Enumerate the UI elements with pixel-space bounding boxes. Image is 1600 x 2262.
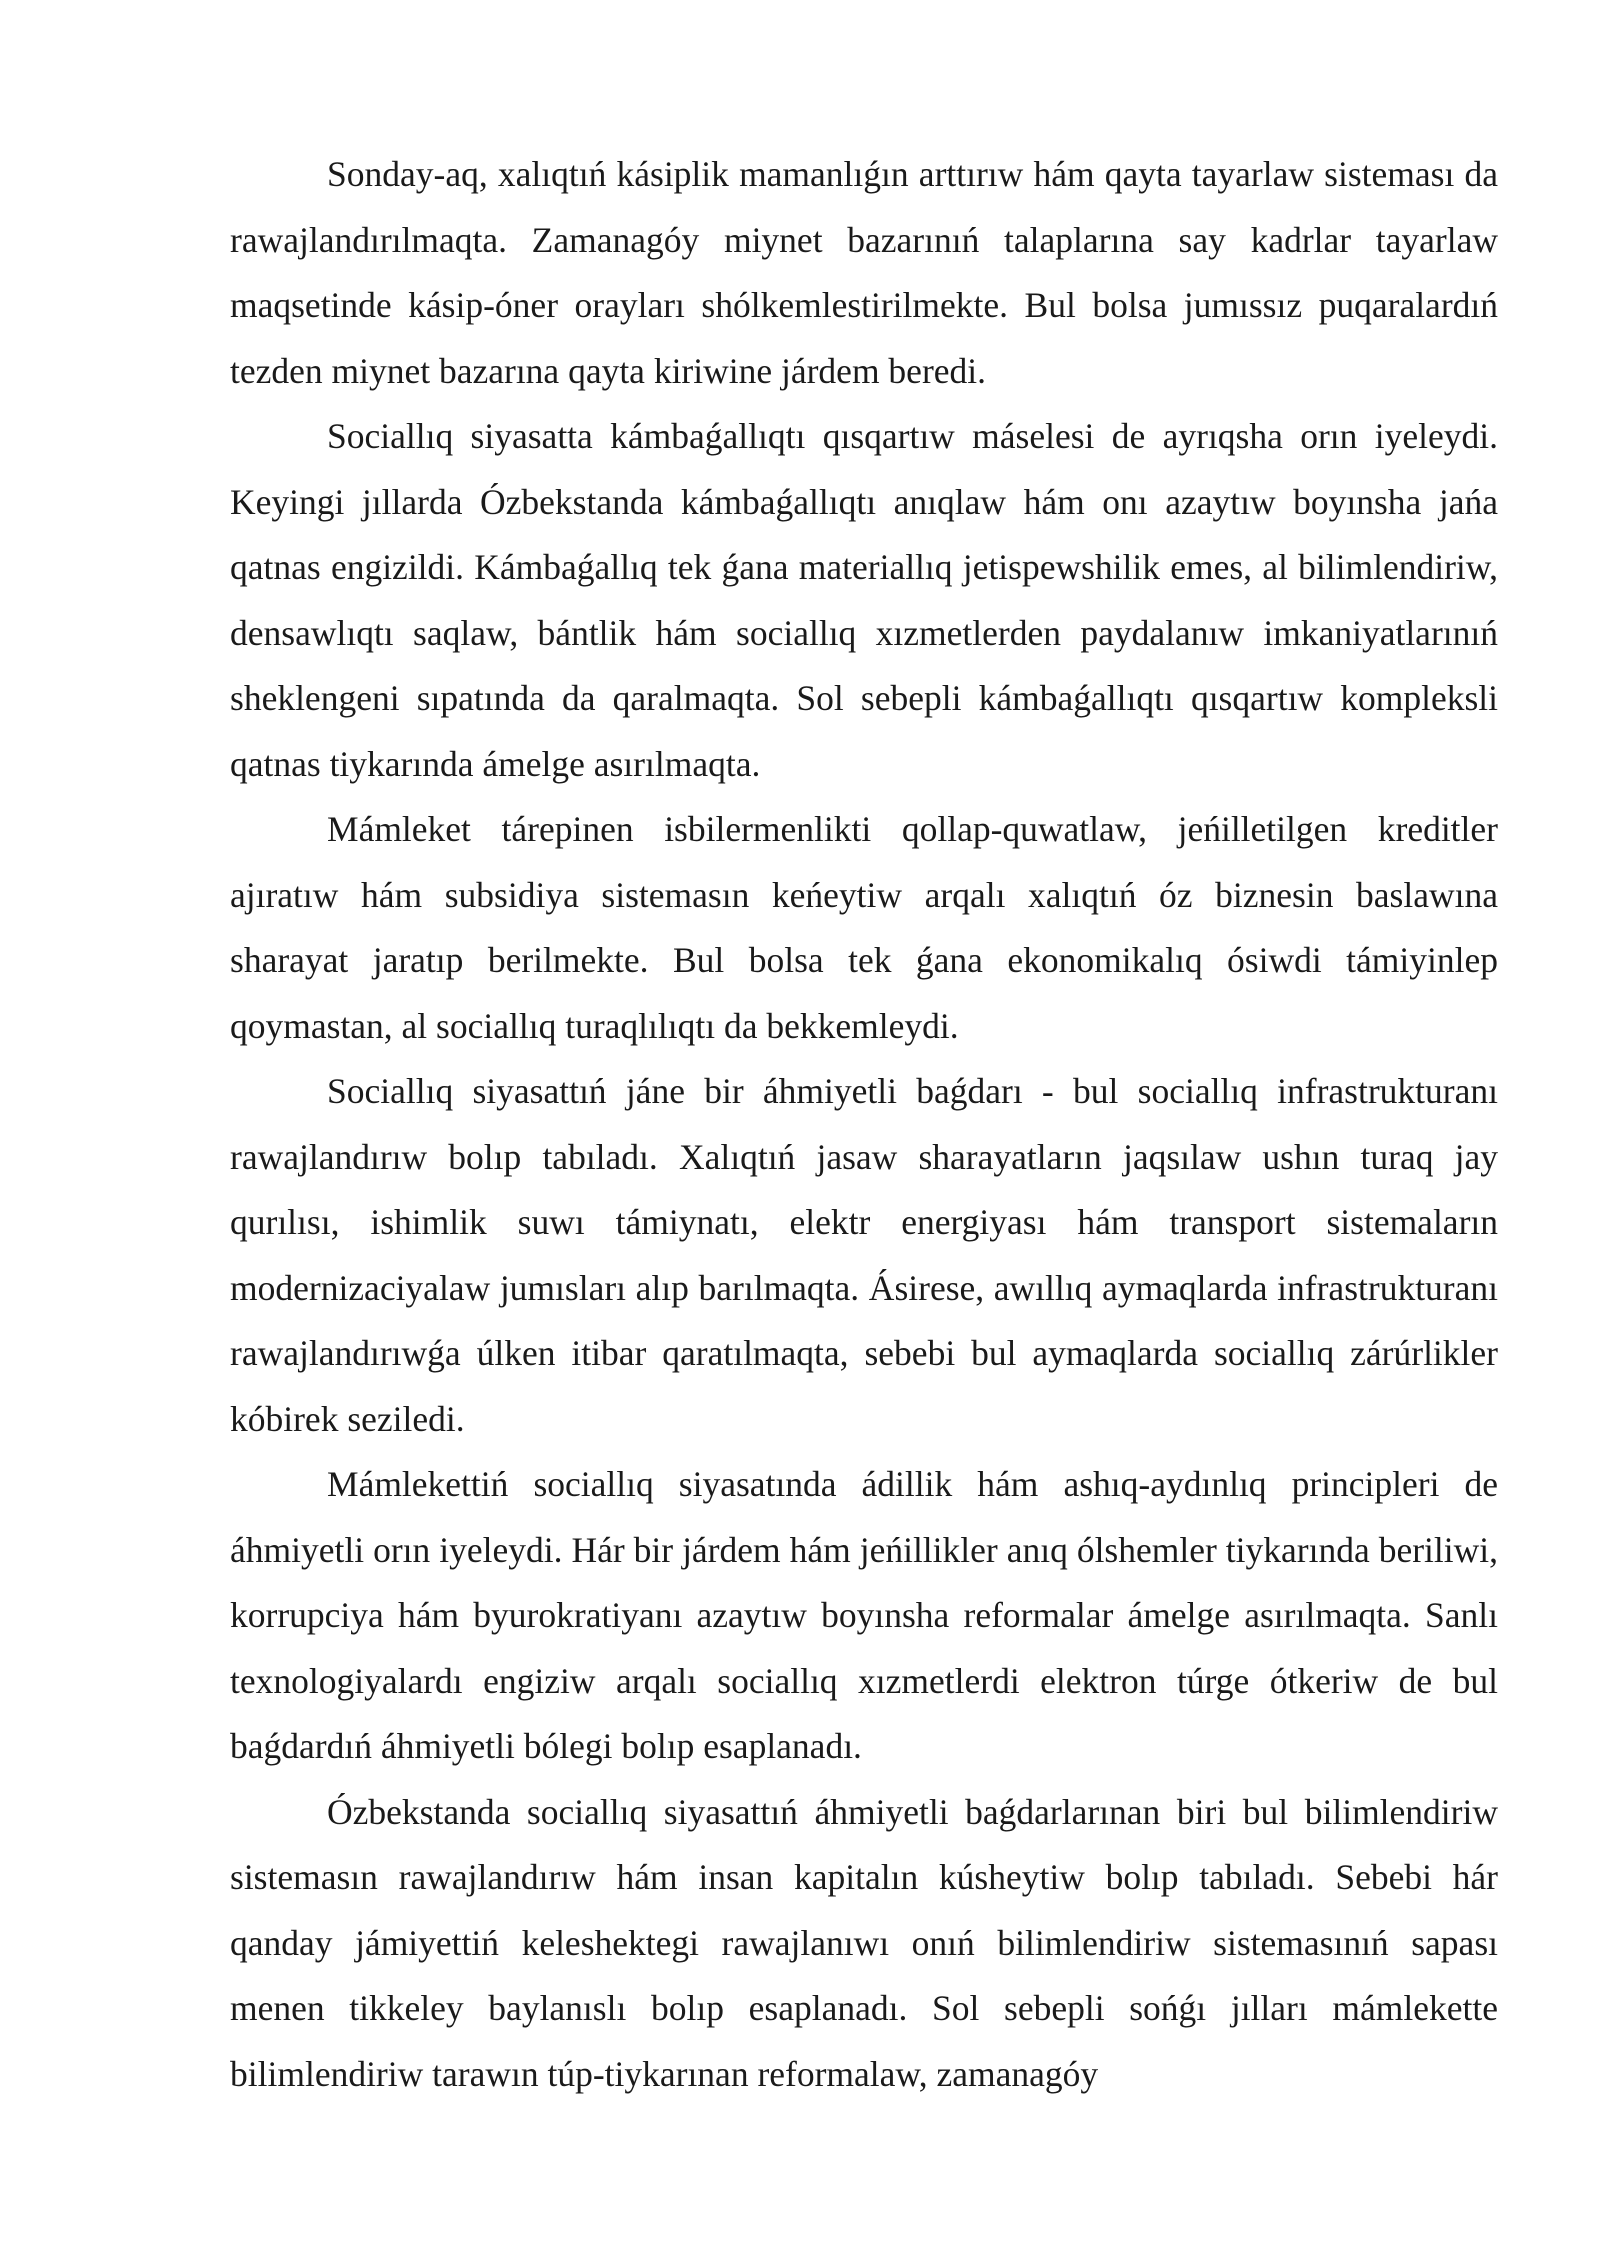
- paragraph-vocational-training: Sonday-aq, xalıqtıń kásiplik mamanlıǵın arttırıw hám qayta tayarlaw sisteması da rawajlandırılmaqta. Zamanagóy miynet bazarınıń talaplarına say kadrlar tayarlaw maqsetinde kásip-óner orayları shólkemlestirilmekte. Bul bolsa jumıssız puqaralardıń tezden miynet bazarına qayta kiriwine járdem beredi.: [230, 154, 1498, 391]
- paragraph-fairness-transparency: Mámlekettiń sociallıq siyasatında ádillik hám ashıq-aydınlıq principleri de áhmiyetli orın iyeleydi. Hár bir járdem hám jeńillikler anıq ólshemler tiykarında beriliwi, korrupciya hám byurokratiyanı azaytıw boyınsha reformalar ámelge asırılmaqta. Sanlı texnologiyalardı engiziw arqalı sociallıq xızmetlerdi elektron túrge ótkeriw de bul baǵdardıń áhmiyetli bólegi bolıp esaplanadı.: [230, 1464, 1498, 1766]
- document-page: [230, 142, 1498, 2107]
- paragraph-education-system: Ózbekstanda sociallıq siyasattıń áhmiyetli baǵdarlarınan biri bul bilimlendiriw sistemasın rawajlandırıw hám insan kapitalın kúsheytiw bolıp tabıladı. Sebebi hár qanday jámiyettiń keleshektegi rawajlanıwı onıń bilimlendiriw sistemasınıń sapası menen tikkeley baylanıslı bolıp esaplanadı. Sol sebepli sońǵı jılları mámlekette bilimlendiriw tarawın túp-tiykarınan reformalaw, zamanagóy: [230, 1791, 1498, 2094]
- paragraph-poverty-reduction: Sociallıq siyasatta kámbaǵallıqtı qısqartıw máselesi de ayrıqsha orın iyeleydi. Keyingi jıllarda Ózbekstanda kámbaǵallıqtı anıqlaw hám onı azaytıw boyınsha jańa qatnas engizildi. Kámbaǵallıq tek ǵana materiallıq jetispewshilik emes, al bilimlendiriw, densawlıqtı saqlaw, bántlik hám sociallıq xızmetlerden paydalanıw imkaniyatlarınıń sheklengeni sıpatında da qaralmaqta. Sol sebepli kámbaǵallıqtı qısqartıw kompleksli qatnas tiykarında ámelge asırılmaqta.: [230, 416, 1498, 784]
- paragraph-entrepreneurship-support: Mámleket tárepinen isbilermenlikti qollap-quwatlaw, jeńilletilgen kreditler ajıratıw hám subsidiya sistemasın keńeytiw arqalı xalıqtıń óz biznesin baslawına sharayat jaratıp berilmekte. Bul bolsa tek ǵana ekonomikalıq ósiwdi támiyinlep qoymastan, al sociallıq turaqlılıqtı da bekkemleydi.: [230, 809, 1498, 1046]
- paragraph-social-infrastructure: Sociallıq siyasattıń jáne bir áhmiyetli baǵdarı - bul sociallıq infrastrukturanı rawajlandırıw bolıp tabıladı. Xalıqtıń jasaw sharayatların jaqsılaw ushın turaq jay qurılısı, ishimlik suwı támiynatı, elektr energiyası hám transport sistemaların modernizaciyalaw jumısları alıp barılmaqta. Ásirese, awıllıq aymaqlarda infrastrukturanı rawajlandırıwǵa úlken itibar qaratılmaqta, sebebi bul aymaqlarda sociallıq zárúrlikler kóbirek seziledi.: [230, 1071, 1498, 1439]
